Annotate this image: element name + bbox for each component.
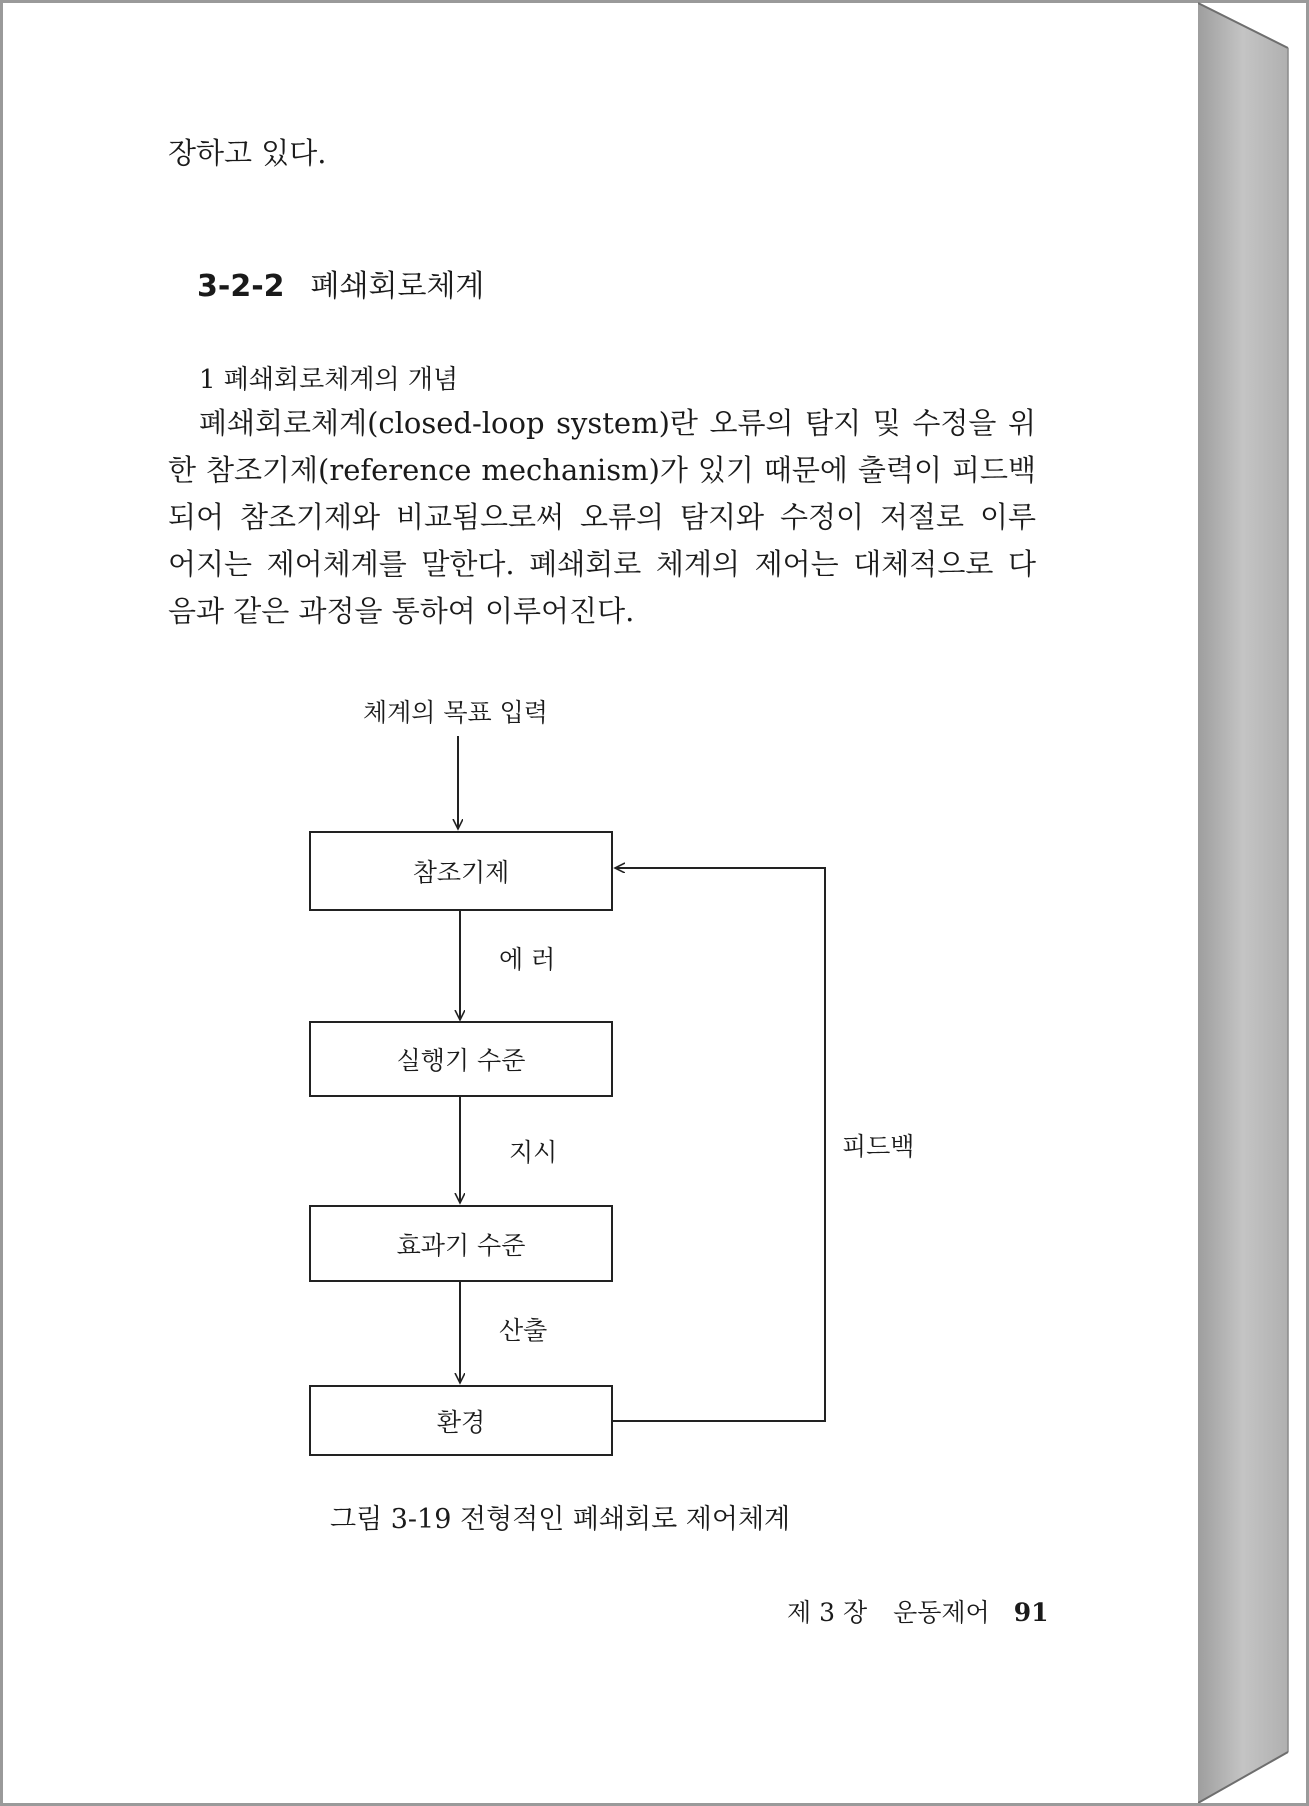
section-number: 3-2-2 xyxy=(197,269,285,304)
book-page xyxy=(3,3,1198,1803)
reference-mechanism-box xyxy=(309,831,613,911)
feedback-label: 피드백 xyxy=(842,1132,915,1161)
error-label: 에 러 xyxy=(499,945,556,974)
paragraph-line: 되어 참조기제와 비교됨으로써 오류의 탐지와 수정이 저절로 이루 xyxy=(168,500,1036,534)
figure-caption: 그림 3-19 전형적인 폐쇄회로 제어체계 xyxy=(330,1504,791,1535)
box-label: 실행기 수준 xyxy=(396,1046,526,1075)
effector-level-box xyxy=(309,1205,613,1282)
box-label: 참조기제 xyxy=(412,858,510,887)
chapter-title: 운동제어 xyxy=(893,1598,990,1627)
continued-text: 장하고 있다. xyxy=(168,136,327,170)
paragraph-line: 어지는 제어체계를 말한다. 폐쇄회로 체계의 제어는 대체적으로 다 xyxy=(168,547,1036,581)
box-label: 환경 xyxy=(436,1407,486,1437)
command-label: 지시 xyxy=(509,1138,558,1167)
paragraph-line: 폐쇄회로체계(closed-loop system)란 오류의 탐지 및 수정을 위 xyxy=(199,406,1036,440)
output-label: 산출 xyxy=(499,1316,548,1345)
goal-input-label: 체계의 목표 입력 xyxy=(363,698,548,727)
subsection-heading: 1 폐쇄회로체계의 개념 xyxy=(199,365,459,395)
chapter-number: 제 3 장 xyxy=(787,1598,868,1627)
page-number: 91 xyxy=(1013,1598,1049,1627)
book-edge-shading xyxy=(1198,0,1308,1806)
environment-box xyxy=(309,1385,613,1456)
box-label: 효과기 수준 xyxy=(396,1230,526,1260)
executive-level-box xyxy=(309,1021,613,1097)
feedback-loop-line xyxy=(609,868,825,1421)
page-footer xyxy=(787,1593,1049,1629)
paragraph-line: 한 참조기제(reference mechanism)가 있기 때문에 출력이 피드백 xyxy=(168,453,1036,487)
section-title: 폐쇄회로체계 xyxy=(310,269,485,304)
paragraph-line: 음과 같은 과정을 통하여 이루어진다. xyxy=(168,594,635,628)
